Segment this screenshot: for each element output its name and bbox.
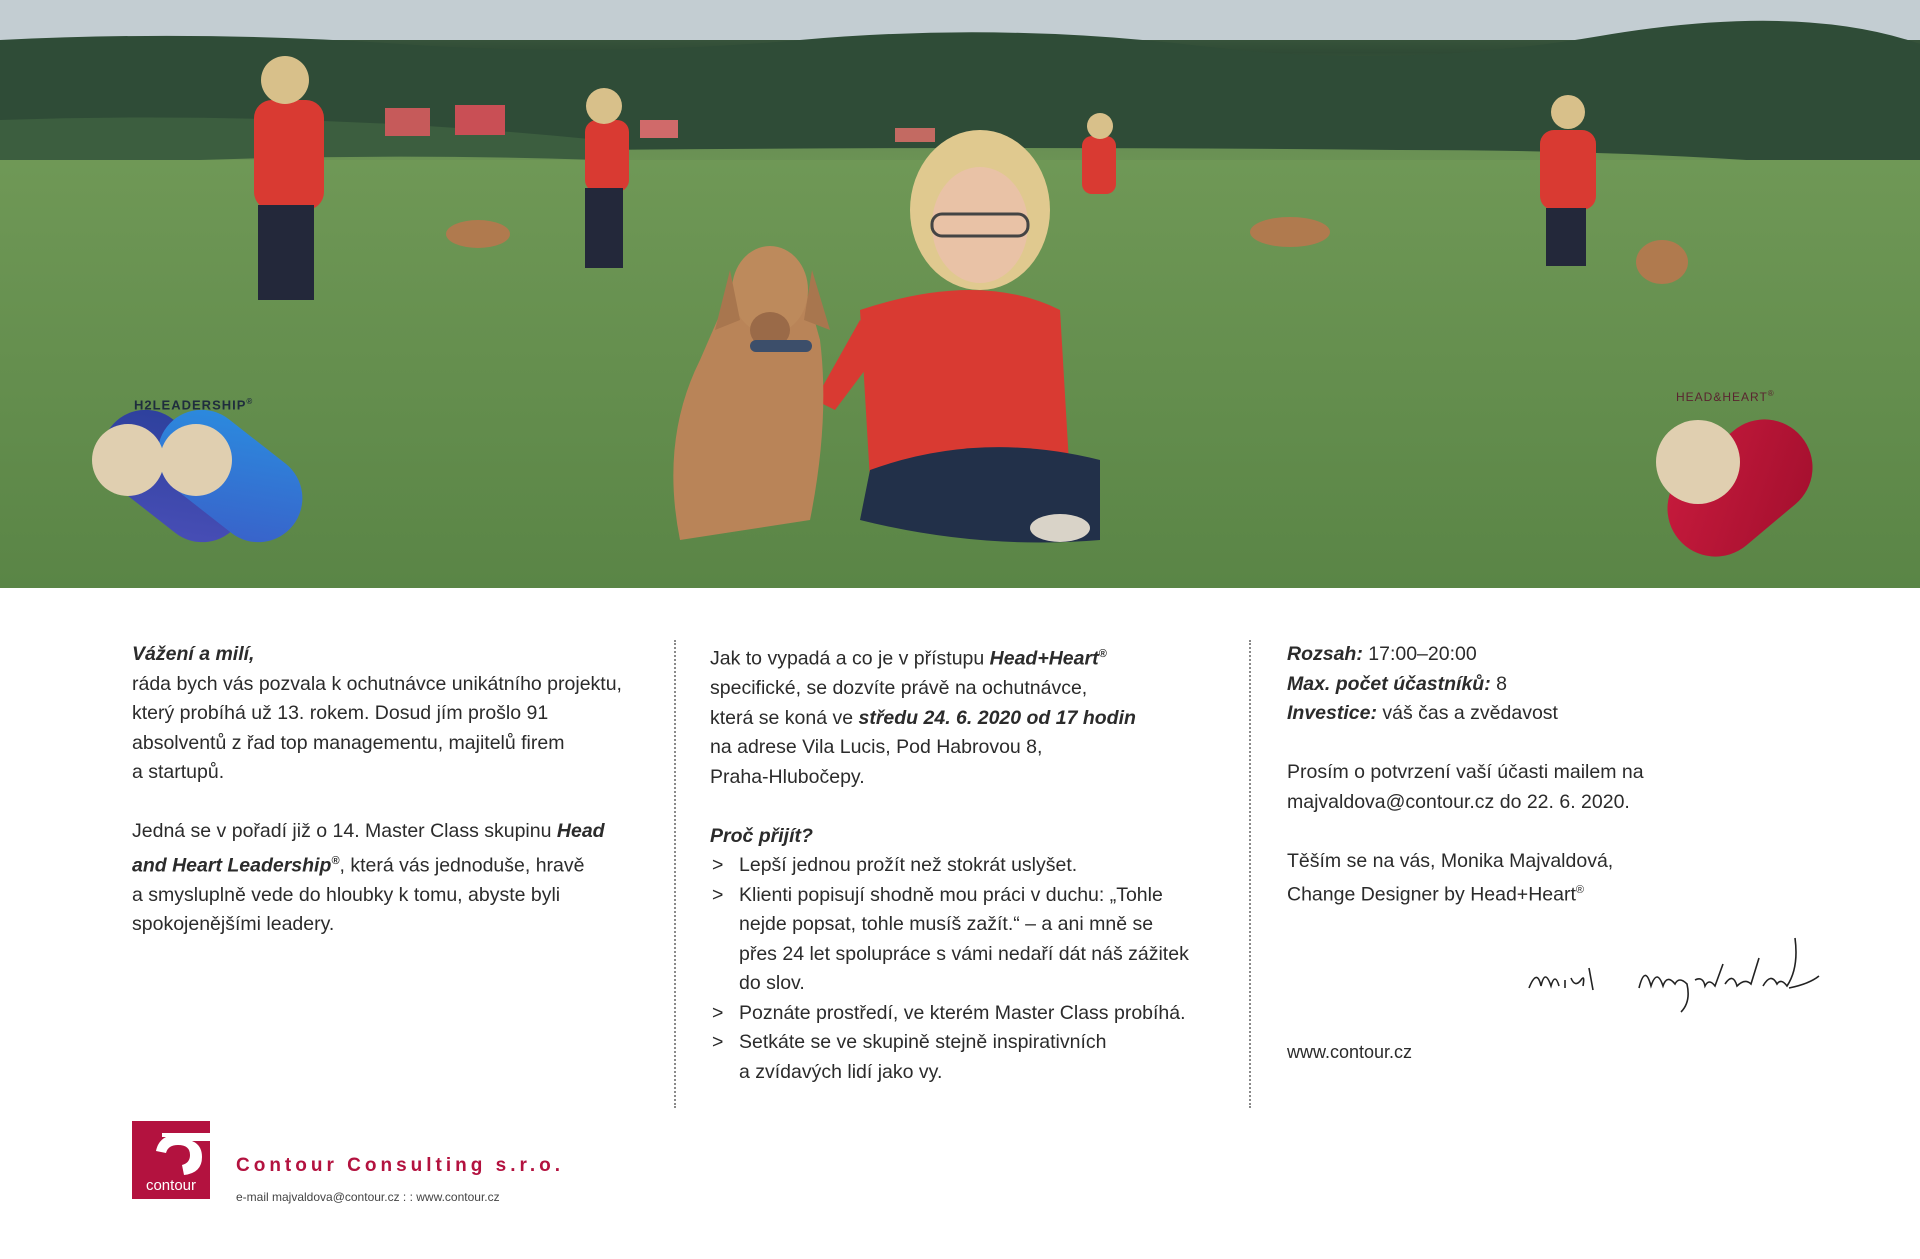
- event-address: Praha-Hlubočepy.: [710, 765, 865, 788]
- confirm-line: Prosím o potvrzení vaší účasti mailem na: [1287, 761, 1644, 783]
- column-divider: [674, 640, 676, 1108]
- chevron-right-icon: >: [712, 1001, 724, 1024]
- max-participants-line: Max. počet účastníků: 8: [1287, 672, 1507, 695]
- event-date-line: která se koná ve středu 24. 6. 2020 od 17 hodin: [710, 706, 1136, 729]
- list-item: > Klienti popisují shodně mou práci v duchu: „Tohle nejde popsat, tohle musíš zažít.“ – a ani mně se přes 24 let spolupráce s vámi nedaří dát náš zážitek do slov.: [710, 881, 1230, 999]
- chevron-right-icon: >: [712, 1031, 724, 1053]
- intro-line: který probíhá už 13. rokem. Dosud jím prošlo 91: [132, 702, 549, 724]
- why-heading: Proč přijít?: [710, 824, 813, 847]
- h2-leadership-label: H2LEADERSHIP®: [134, 397, 254, 413]
- masterclass-line: and Heart Leadership®, která vás jednoduše, hravě: [132, 854, 585, 876]
- greeting: Vážení a milí,: [132, 643, 255, 665]
- column-divider: [1249, 640, 1251, 1108]
- hero-illustration: [0, 0, 1920, 588]
- event-line: Jak to vypadá a co je v přístupu Head+Heart®: [710, 647, 1107, 670]
- chevron-right-icon: >: [712, 883, 724, 906]
- masterclass-line: Jedná se v pořadí již o 14. Master Class skupinu Head: [132, 820, 605, 842]
- contour-logo-label: contour: [145, 1177, 197, 1194]
- intro-line: a startupů.: [132, 761, 225, 783]
- intro-line: absolventů z řad top managementu, majitelů firem: [132, 731, 565, 754]
- scope-line: Rozsah: 17:00–20:00: [1287, 643, 1477, 665]
- masterclass-line: spokojenějšími leadery.: [132, 913, 335, 935]
- investment-line: Investice: váš čas a zvědavost: [1287, 702, 1558, 724]
- hero-photo: [0, 0, 1920, 588]
- confirm-line: majvaldova@contour.cz do 22. 6. 2020.: [1287, 790, 1630, 813]
- website-link[interactable]: www.contour.cz: [1287, 1041, 1413, 1062]
- list-item: > Lepší jednou prožít než stokrát uslyšet.: [710, 851, 1230, 881]
- company-name: Contour Consulting s.r.o.: [236, 1155, 564, 1176]
- details-column: [1287, 640, 1807, 1067]
- list-item: > Poznáte prostředí, ve kterém Master Class probíhá.: [710, 999, 1230, 1029]
- intro-line: ráda bych vás pozvala k ochutnávce unikátního projektu,: [132, 672, 622, 695]
- event-address: na adrese Vila Lucis, Pod Habrovou 8,: [710, 736, 1043, 758]
- contact-line[interactable]: e-mail majvaldova@contour.cz : : www.contour.cz: [236, 1190, 500, 1204]
- reasons-list: [710, 851, 1230, 1087]
- closing-line: Těším se na vás, Monika Majvaldová,: [1287, 849, 1614, 872]
- closing-line: Change Designer by Head+Heart®: [1287, 883, 1584, 906]
- event-column: [710, 640, 1230, 1087]
- list-item: > Setkáte se ve skupině stejně inspirativních a zvídavých lidí jako vy.: [710, 1028, 1230, 1087]
- event-line: specifické, se dozvíte právě na ochutnávce,: [710, 677, 1088, 699]
- head-heart-label: HEAD&HEART®: [1676, 389, 1775, 404]
- contour-logo: [132, 1121, 210, 1199]
- chevron-right-icon: >: [712, 854, 724, 876]
- signature: [1519, 928, 1839, 1028]
- masterclass-line: a smysluplně vede do hloubky k tomu, abyste byli: [132, 883, 561, 906]
- intro-column: [132, 640, 672, 940]
